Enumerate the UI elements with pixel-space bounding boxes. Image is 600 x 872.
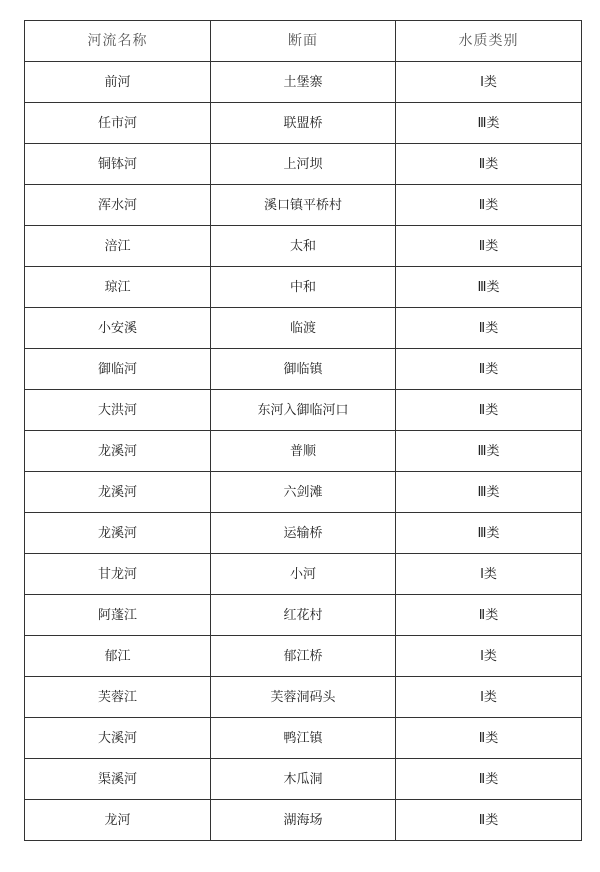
cell-section: 临渡: [211, 308, 396, 349]
cell-section: 太和: [211, 226, 396, 267]
cell-section: 六剑滩: [211, 472, 396, 513]
cell-section: 溪口镇平桥村: [211, 185, 396, 226]
water-quality-table: [24, 20, 582, 841]
cell-water-quality-class: Ⅲ类: [396, 431, 582, 472]
cell-water-quality-class: Ⅰ类: [396, 62, 582, 103]
table-row: [25, 185, 582, 226]
cell-river-name: 浑水河: [25, 185, 211, 226]
header-section: 断面: [211, 21, 396, 62]
cell-river-name: 郁江: [25, 636, 211, 677]
cell-water-quality-class: Ⅰ类: [396, 636, 582, 677]
cell-river-name: 小安溪: [25, 308, 211, 349]
cell-river-name: 渠溪河: [25, 759, 211, 800]
table-row: [25, 390, 582, 431]
table-row: [25, 636, 582, 677]
cell-river-name: 龙河: [25, 800, 211, 841]
cell-section: 芙蓉洞码头: [211, 677, 396, 718]
cell-river-name: 芙蓉江: [25, 677, 211, 718]
table-row: [25, 554, 582, 595]
cell-section: 土堡寨: [211, 62, 396, 103]
cell-river-name: 龙溪河: [25, 513, 211, 554]
header-river-name: 河流名称: [25, 21, 211, 62]
cell-water-quality-class: Ⅲ类: [396, 103, 582, 144]
cell-river-name: 阿蓬江: [25, 595, 211, 636]
cell-river-name: 龙溪河: [25, 431, 211, 472]
cell-water-quality-class: Ⅲ类: [396, 267, 582, 308]
cell-section: 中和: [211, 267, 396, 308]
cell-water-quality-class: Ⅱ类: [396, 759, 582, 800]
cell-river-name: 甘龙河: [25, 554, 211, 595]
cell-river-name: 前河: [25, 62, 211, 103]
cell-section: 上河坝: [211, 144, 396, 185]
cell-river-name: 御临河: [25, 349, 211, 390]
cell-section: 运输桥: [211, 513, 396, 554]
cell-section: 东河入御临河口: [211, 390, 396, 431]
table-row: [25, 308, 582, 349]
table-row: [25, 513, 582, 554]
cell-section: 联盟桥: [211, 103, 396, 144]
table-row: [25, 226, 582, 267]
table-row: [25, 677, 582, 718]
cell-water-quality-class: Ⅱ类: [396, 349, 582, 390]
table-row: [25, 349, 582, 390]
cell-water-quality-class: Ⅱ类: [396, 390, 582, 431]
table-row: [25, 472, 582, 513]
cell-water-quality-class: Ⅰ类: [396, 554, 582, 595]
cell-water-quality-class: Ⅱ类: [396, 718, 582, 759]
cell-section: 红花村: [211, 595, 396, 636]
table-row: [25, 62, 582, 103]
table-row: [25, 144, 582, 185]
cell-water-quality-class: Ⅱ类: [396, 144, 582, 185]
table-row: [25, 103, 582, 144]
cell-section: 郁江桥: [211, 636, 396, 677]
table-row: [25, 431, 582, 472]
cell-water-quality-class: Ⅱ类: [396, 800, 582, 841]
table-body: [25, 62, 582, 841]
cell-section: 湖海场: [211, 800, 396, 841]
table-row: [25, 595, 582, 636]
cell-section: 普顺: [211, 431, 396, 472]
cell-river-name: 大溪河: [25, 718, 211, 759]
cell-river-name: 涪江: [25, 226, 211, 267]
water-quality-table-container: [24, 20, 581, 841]
cell-section: 御临镇: [211, 349, 396, 390]
cell-water-quality-class: Ⅲ类: [396, 472, 582, 513]
cell-water-quality-class: Ⅲ类: [396, 513, 582, 554]
table-row: [25, 718, 582, 759]
table-row: [25, 800, 582, 841]
cell-river-name: 龙溪河: [25, 472, 211, 513]
table-header-row: [25, 21, 582, 62]
cell-section: 鸭江镇: [211, 718, 396, 759]
cell-section: 木瓜洞: [211, 759, 396, 800]
cell-river-name: 大洪河: [25, 390, 211, 431]
cell-river-name: 铜钵河: [25, 144, 211, 185]
cell-section: 小河: [211, 554, 396, 595]
cell-water-quality-class: Ⅱ类: [396, 226, 582, 267]
table-row: [25, 759, 582, 800]
cell-water-quality-class: Ⅱ类: [396, 595, 582, 636]
table-row: [25, 267, 582, 308]
cell-water-quality-class: Ⅰ类: [396, 677, 582, 718]
cell-river-name: 琼江: [25, 267, 211, 308]
cell-river-name: 任市河: [25, 103, 211, 144]
header-water-quality-class: 水质类别: [396, 21, 582, 62]
cell-water-quality-class: Ⅱ类: [396, 185, 582, 226]
cell-water-quality-class: Ⅱ类: [396, 308, 582, 349]
